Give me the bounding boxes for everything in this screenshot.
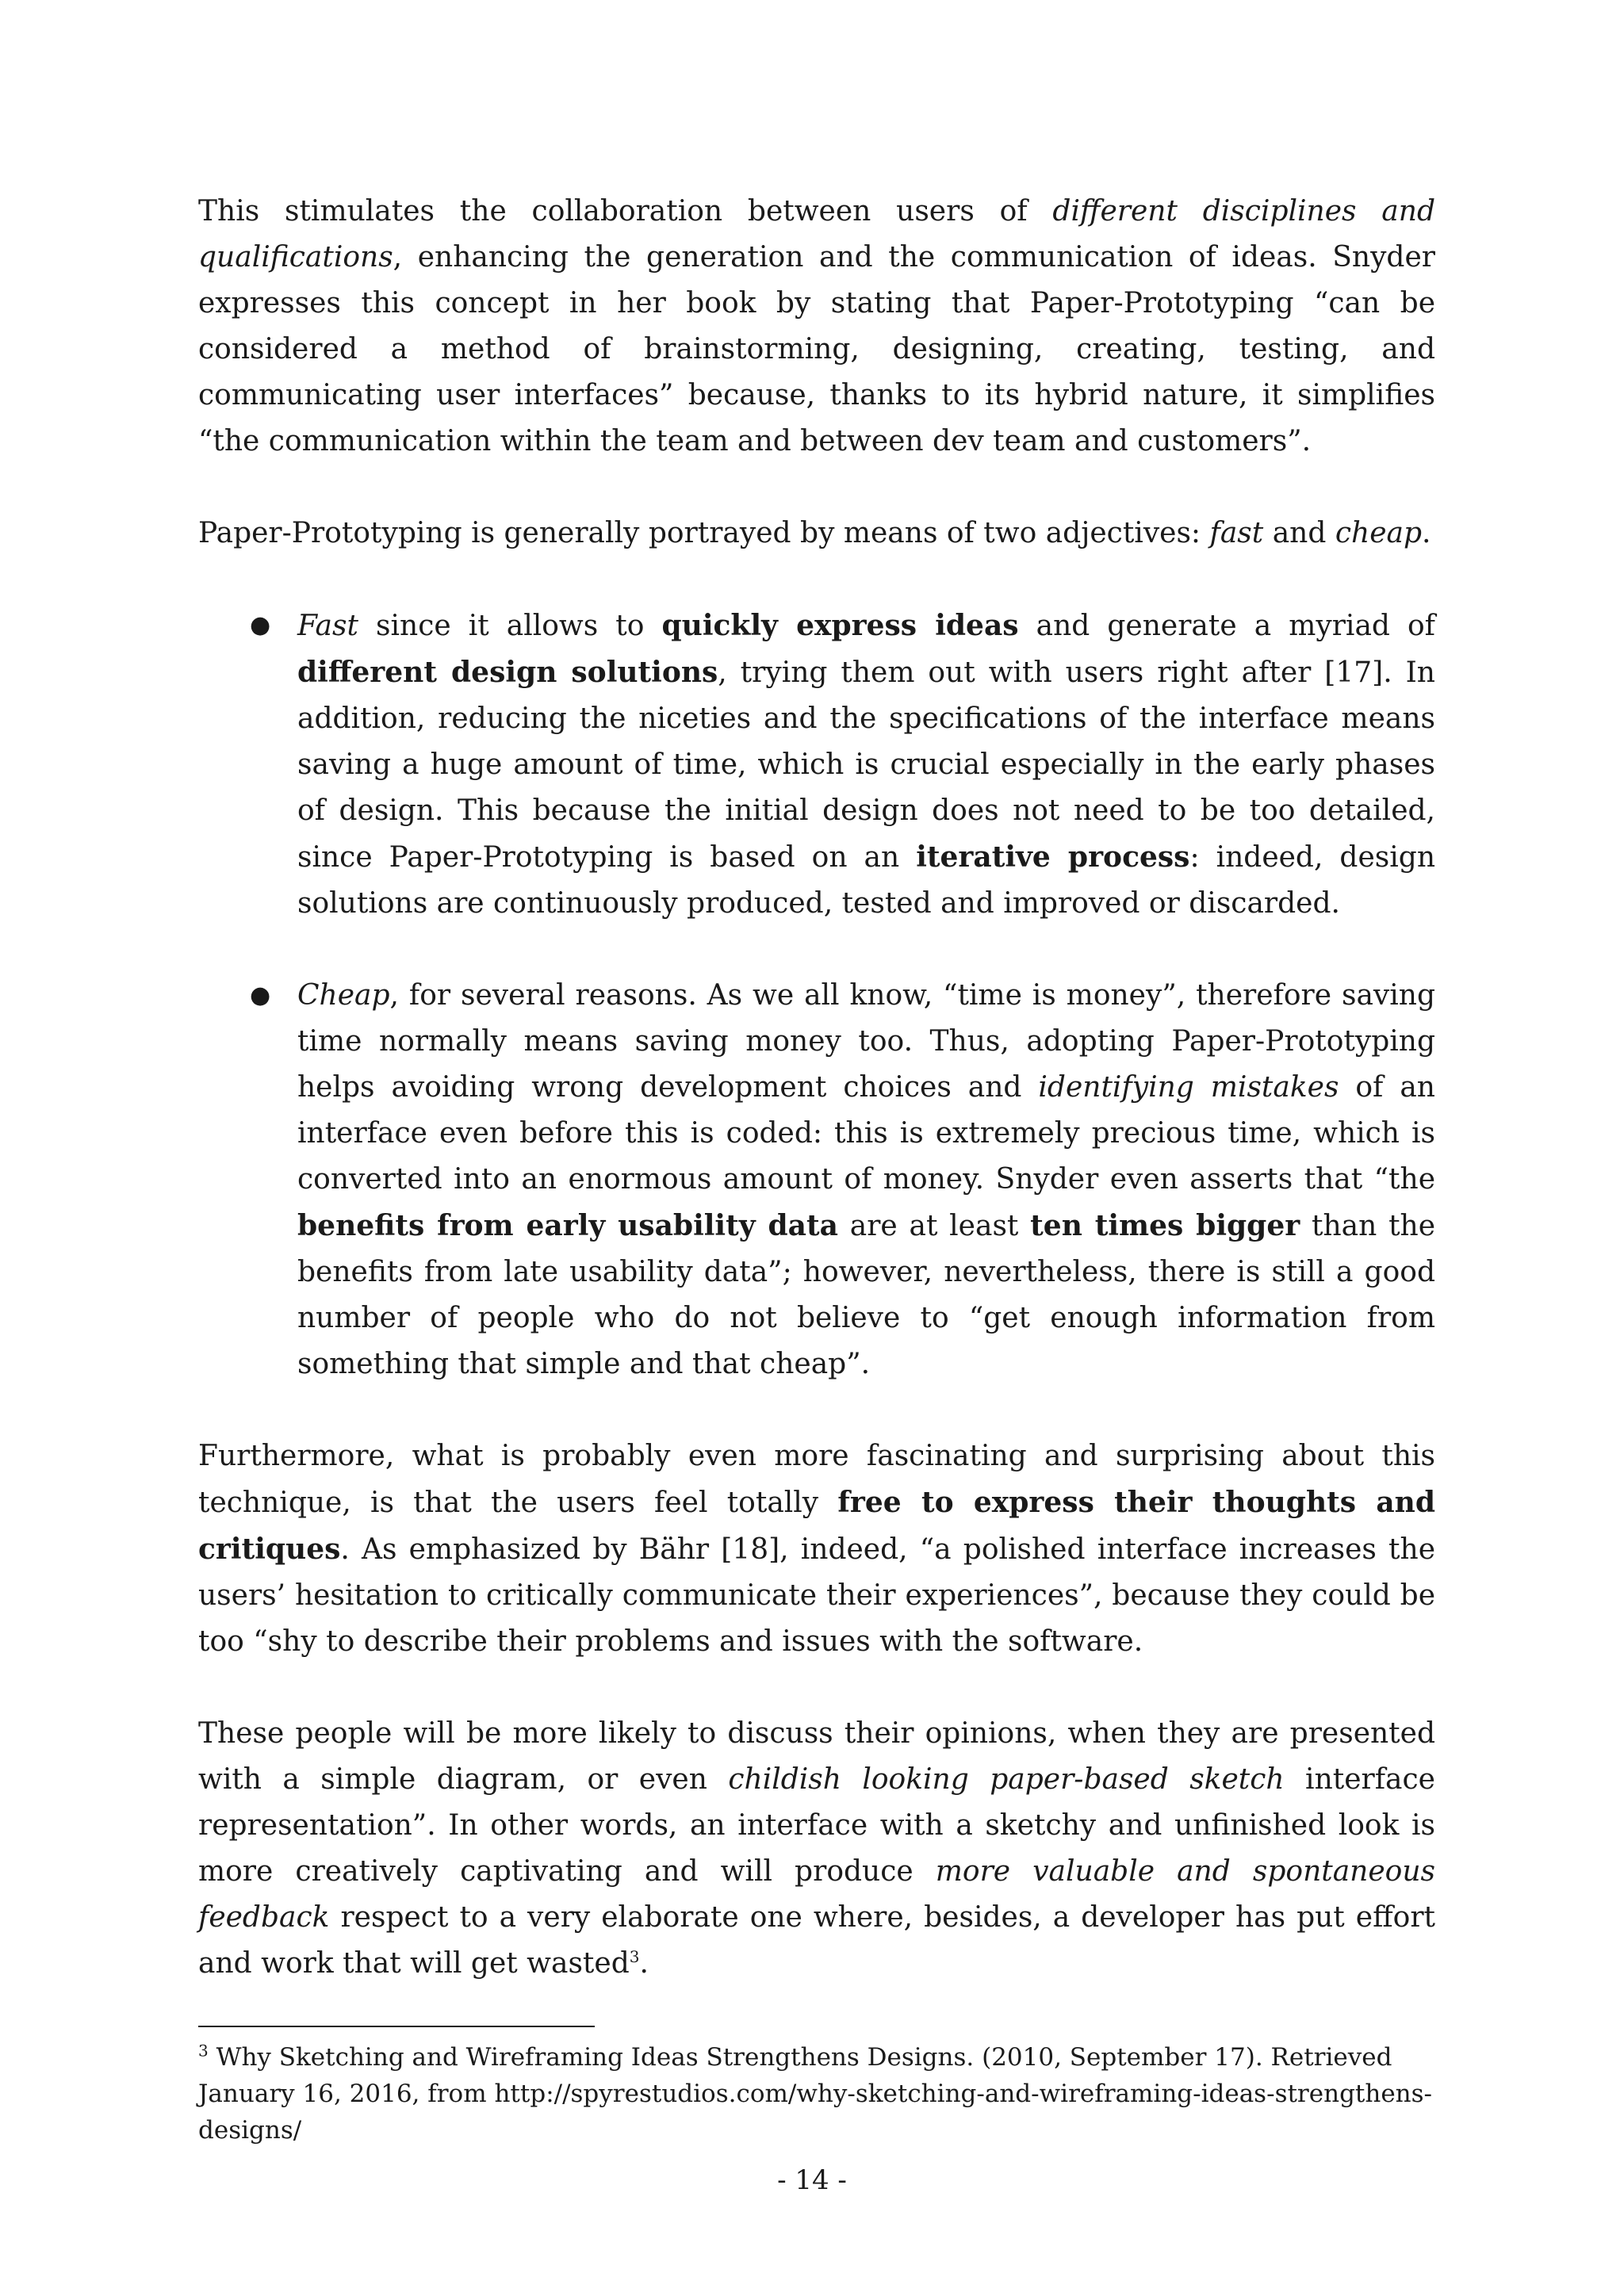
emphasis: cheap	[1335, 517, 1423, 549]
paragraph-adjectives	[198, 511, 1435, 557]
text: Paper-Prototyping is generally portrayed by means of two adjectives:	[198, 517, 1210, 549]
text: than the benefits from late usability data”; however, nevertheless, there is still a good number of people who do not believe to “get enough information from something that simple and that cheap”.	[297, 1210, 1436, 1380]
text: .	[639, 1947, 649, 1980]
emphasis: Fast	[297, 610, 358, 642]
adjective-bullet-list	[198, 603, 1435, 1387]
text: interface representation”. In other words, an interface with a sketchy and unfinished look is more creatively captivating and will produce	[198, 1763, 1435, 1888]
bold-text: iterative process	[916, 840, 1190, 874]
page-body	[198, 189, 1435, 1987]
bullet-icon: ●	[250, 982, 271, 1009]
paragraph-free-expression	[198, 1433, 1435, 1665]
text: These people will be more likely to discuss their opinions, when they are presented with a simple diagram, or even	[198, 1717, 1435, 1796]
text: respect to a very elaborate one where, besides, a developer has put effort and work that will get wasted	[198, 1901, 1435, 1980]
emphasis: childish looking paper-based sketch	[728, 1763, 1285, 1796]
paragraph-sketch-feedback	[198, 1711, 1435, 1987]
footnote-separator	[198, 2026, 595, 2027]
emphasis: fast	[1209, 517, 1264, 549]
bold-text: free to express their thoughts and critiques	[198, 1486, 1436, 1566]
bold-text: quickly express ideas	[661, 609, 1019, 642]
text: since it allows to	[358, 610, 662, 642]
text: , for several reasons. As we all know, “time is money”, therefore saving time normally means saving money too. Thus, adopting Paper-Prototyping helps avoiding wrong development choices and	[297, 979, 1435, 1104]
emphasis: identifying mistakes	[1038, 1071, 1339, 1104]
text: . As emphasized by Bähr [18], indeed, “a polished interface increases the users’ hesitation to critically communicate their experiences”, because they could be too “shy to describe their problems and issues with the software.	[198, 1533, 1435, 1658]
text: This stimulates the collaboration between users of	[198, 195, 1053, 228]
text: are at least	[837, 1210, 1031, 1242]
text: and	[1263, 517, 1335, 549]
emphasis: more valuable and spontaneous feedback	[198, 1855, 1436, 1934]
footnote-marker: 3	[198, 2041, 209, 2061]
bold-text: different design solutions	[297, 656, 718, 689]
text: and generate a myriad of	[1018, 610, 1436, 642]
footnote	[198, 2039, 1443, 2149]
text: : indeed, design solutions are continuously produced, tested and improved or discarded.	[297, 841, 1436, 920]
bullet-cheap	[198, 973, 1435, 1387]
bold-text: ten times bigger	[1030, 1209, 1300, 1242]
footnote-reference[interactable]: 3	[629, 1947, 640, 1966]
text: , trying them out with users right after [17]. In addition, reducing the niceties and the specifications of the interface means saving a huge amount of time, which is crucial especially in the early phases of design. This because the initial design does not need to be too detailed, since Paper-Prototyping is based on an	[297, 656, 1435, 874]
text: of an interface even before this is coded: this is extremely precious time, which is converted into an enormous amount of money. Snyder even asserts that “the	[297, 1071, 1435, 1196]
emphasis: Cheap	[297, 979, 390, 1012]
text: Furthermore, what is probably even more fascinating and surprising about this technique, is that the users feel totally	[198, 1440, 1435, 1519]
paragraph-collaboration	[198, 189, 1435, 465]
bullet-fast	[198, 603, 1435, 927]
text: .	[1422, 517, 1431, 549]
text: , enhancing the generation and the communication of ideas. Snyder expresses this concept in her book by stating that Paper-Prototyping “can be considered a method of brainstorming, designing, creating, testing, and communicating user interfaces” because, thanks to its hybrid nature, it simplifies “the communication within the team and between dev team and customers”.	[198, 241, 1435, 457]
bold-text: benefits from early usability data	[297, 1209, 838, 1242]
footnote-text: Why Sketching and Wireframing Ideas Strengthens Designs. (2010, September 17). Retrieved January 16, 2016, from http://spyrestudios.com/why-sketching-and-wireframing-ideas-strengthens-designs/	[198, 2043, 1433, 2145]
bullet-icon: ●	[250, 611, 271, 639]
emphasis: different disciplines and qualifications	[198, 195, 1435, 274]
page-number: - 14 -	[777, 2164, 847, 2196]
